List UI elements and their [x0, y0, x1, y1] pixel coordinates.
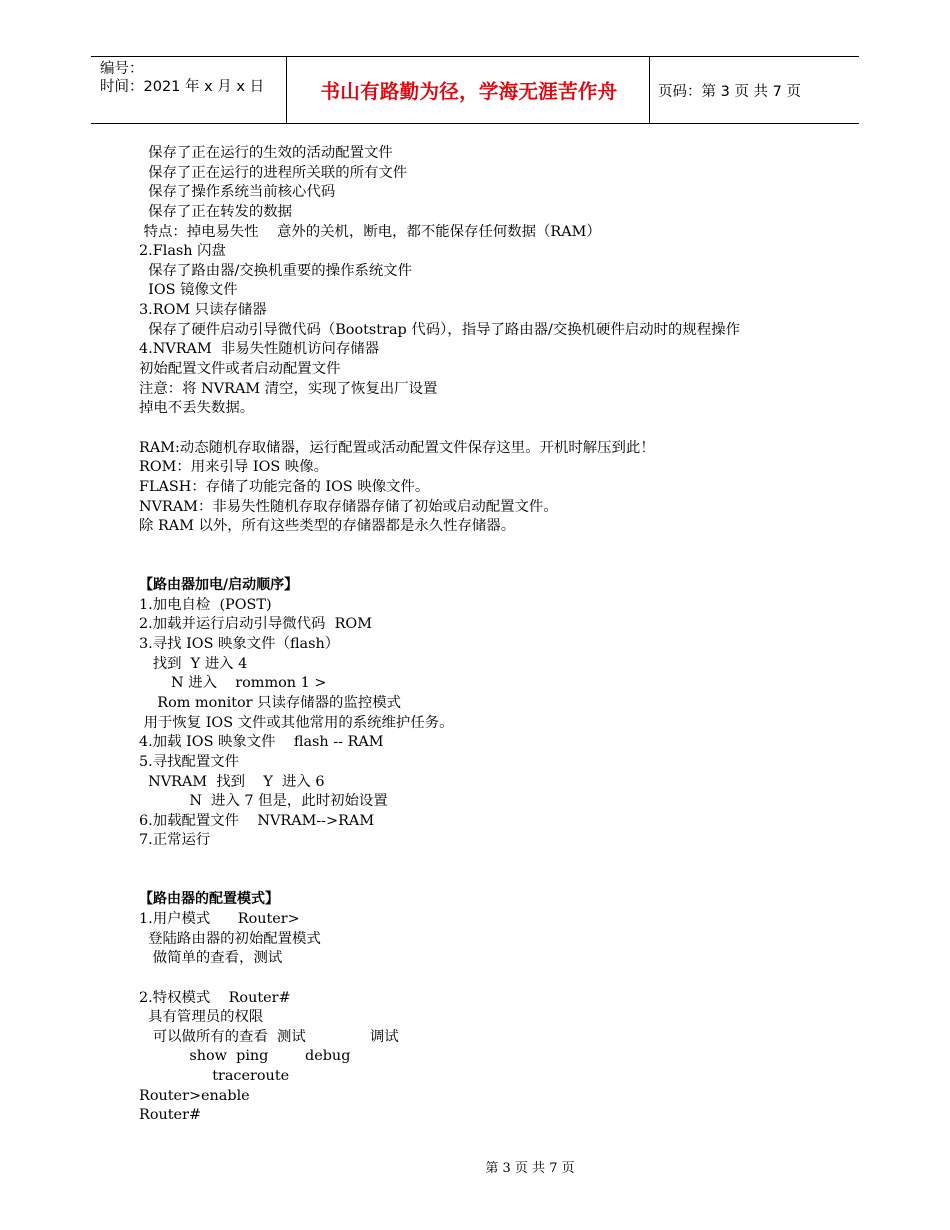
text-line: 6.加载配置文件 NVRAM-->RAM	[139, 812, 375, 829]
text-line: 3.ROM 只读存储器	[139, 302, 267, 319]
text-line	[139, 969, 839, 989]
text-line: FLASH：存储了功能完备的 IOS 映像文件。	[139, 478, 430, 495]
text-line: N 进入 7 但是，此时初始设置	[139, 793, 388, 810]
text-line: 2.加载并运行启动引导微代码 ROM	[139, 616, 372, 633]
text-line: 可以做所有的查看 测试 调试	[139, 1028, 399, 1045]
text-line: IOS 镜像文件	[139, 282, 238, 299]
text-line: 保存了硬件启动引导微代码（Bootstrap 代码），指导了路由器/交换机硬件启动时的规程操作	[139, 321, 740, 338]
text-line: RAM:动态随机存取储器，运行配置或活动配置文件保存这里。开机时解压到此！	[139, 439, 655, 456]
text-line: 用于恢复 IOS 文件或其他常用的系统维护任务。	[139, 714, 454, 731]
header-number-label: 编号：	[100, 61, 144, 77]
text-line: N 进入 rommon 1 >	[139, 675, 327, 692]
text-line	[139, 537, 839, 557]
text-line: 保存了正在转发的数据	[139, 203, 293, 220]
text-line: ROM：用来引导 IOS 映像。	[139, 459, 328, 476]
text-line: 5.寻找配置文件	[139, 753, 240, 770]
text-line: 2.Flash 闪盘	[139, 243, 226, 260]
text-line: 1.加电自检 (POST)	[139, 596, 272, 613]
text-line	[139, 556, 839, 576]
text-line: 保存了正在运行的进程所关联的所有文件	[139, 164, 408, 181]
document-body	[139, 144, 839, 1126]
text-line: Router>enable	[139, 1087, 250, 1104]
text-line	[139, 419, 839, 439]
header-motto: 书山有路勤为径，学海无涯苦作舟	[320, 80, 618, 103]
text-line: 3.寻找 IOS 映象文件（flash）	[139, 636, 340, 653]
text-line	[139, 871, 839, 891]
page-header	[91, 56, 859, 124]
text-line: Router#	[139, 1107, 202, 1124]
text-line: 4.加载 IOS 映象文件 flash -- RAM	[139, 734, 384, 751]
text-line: 保存了正在运行的生效的活动配置文件	[139, 145, 393, 161]
text-line: show ping debug	[139, 1048, 351, 1065]
section-heading: 【路由器的配置模式】	[139, 891, 279, 908]
text-line: 1.用户模式 Router>	[139, 910, 300, 927]
text-line: 找到 Y 进入 4	[139, 655, 248, 672]
header-time-label: 时间：2021 年 x 月 x 日	[100, 79, 265, 95]
text-line: NVRAM：非易失性随机存取存储器存储了初始或启动配置文件。	[139, 498, 558, 515]
text-line: 掉电不丢失数据。	[139, 400, 255, 417]
text-line: 保存了操作系统当前核心代码	[139, 184, 336, 201]
text-line: 做简单的查看，测试	[139, 950, 283, 967]
text-line: 特点：掉电易失性 意外的关机，断电，都不能保存任何数据（RAM）	[139, 223, 601, 240]
text-line: NVRAM 找到 Y 进入 6	[139, 773, 325, 790]
text-line: 注意：将 NVRAM 清空，实现了恢复出厂设置	[139, 380, 438, 397]
header-meta	[100, 60, 264, 96]
header-page-info: 页码：第 3 页 共 7 页	[658, 83, 801, 100]
text-line: 具有管理员的权限	[139, 1009, 264, 1026]
header-divider	[286, 57, 287, 123]
section-heading: 【路由器加电/启动顺序】	[139, 577, 299, 594]
text-line: 7.正常运行	[139, 832, 211, 849]
text-line: traceroute	[139, 1068, 290, 1085]
text-line: Rom monitor 只读存储器的监控模式	[139, 694, 402, 711]
text-line: 除 RAM 以外，所有这些类型的存储器都是永久性存储器。	[139, 518, 516, 535]
text-line	[139, 851, 839, 871]
text-line: 2.特权模式 Router#	[139, 989, 291, 1006]
text-line: 保存了路由器/交换机重要的操作系统文件	[139, 262, 413, 279]
page-footer: 第 3 页 共 7 页	[485, 1161, 575, 1176]
text-line: 4.NVRAM 非易失性随机访问存储器	[139, 341, 380, 358]
text-line: 初始配置文件或者启动配置文件	[139, 361, 341, 378]
text-line: 登陆路由器的初始配置模式	[139, 930, 321, 947]
